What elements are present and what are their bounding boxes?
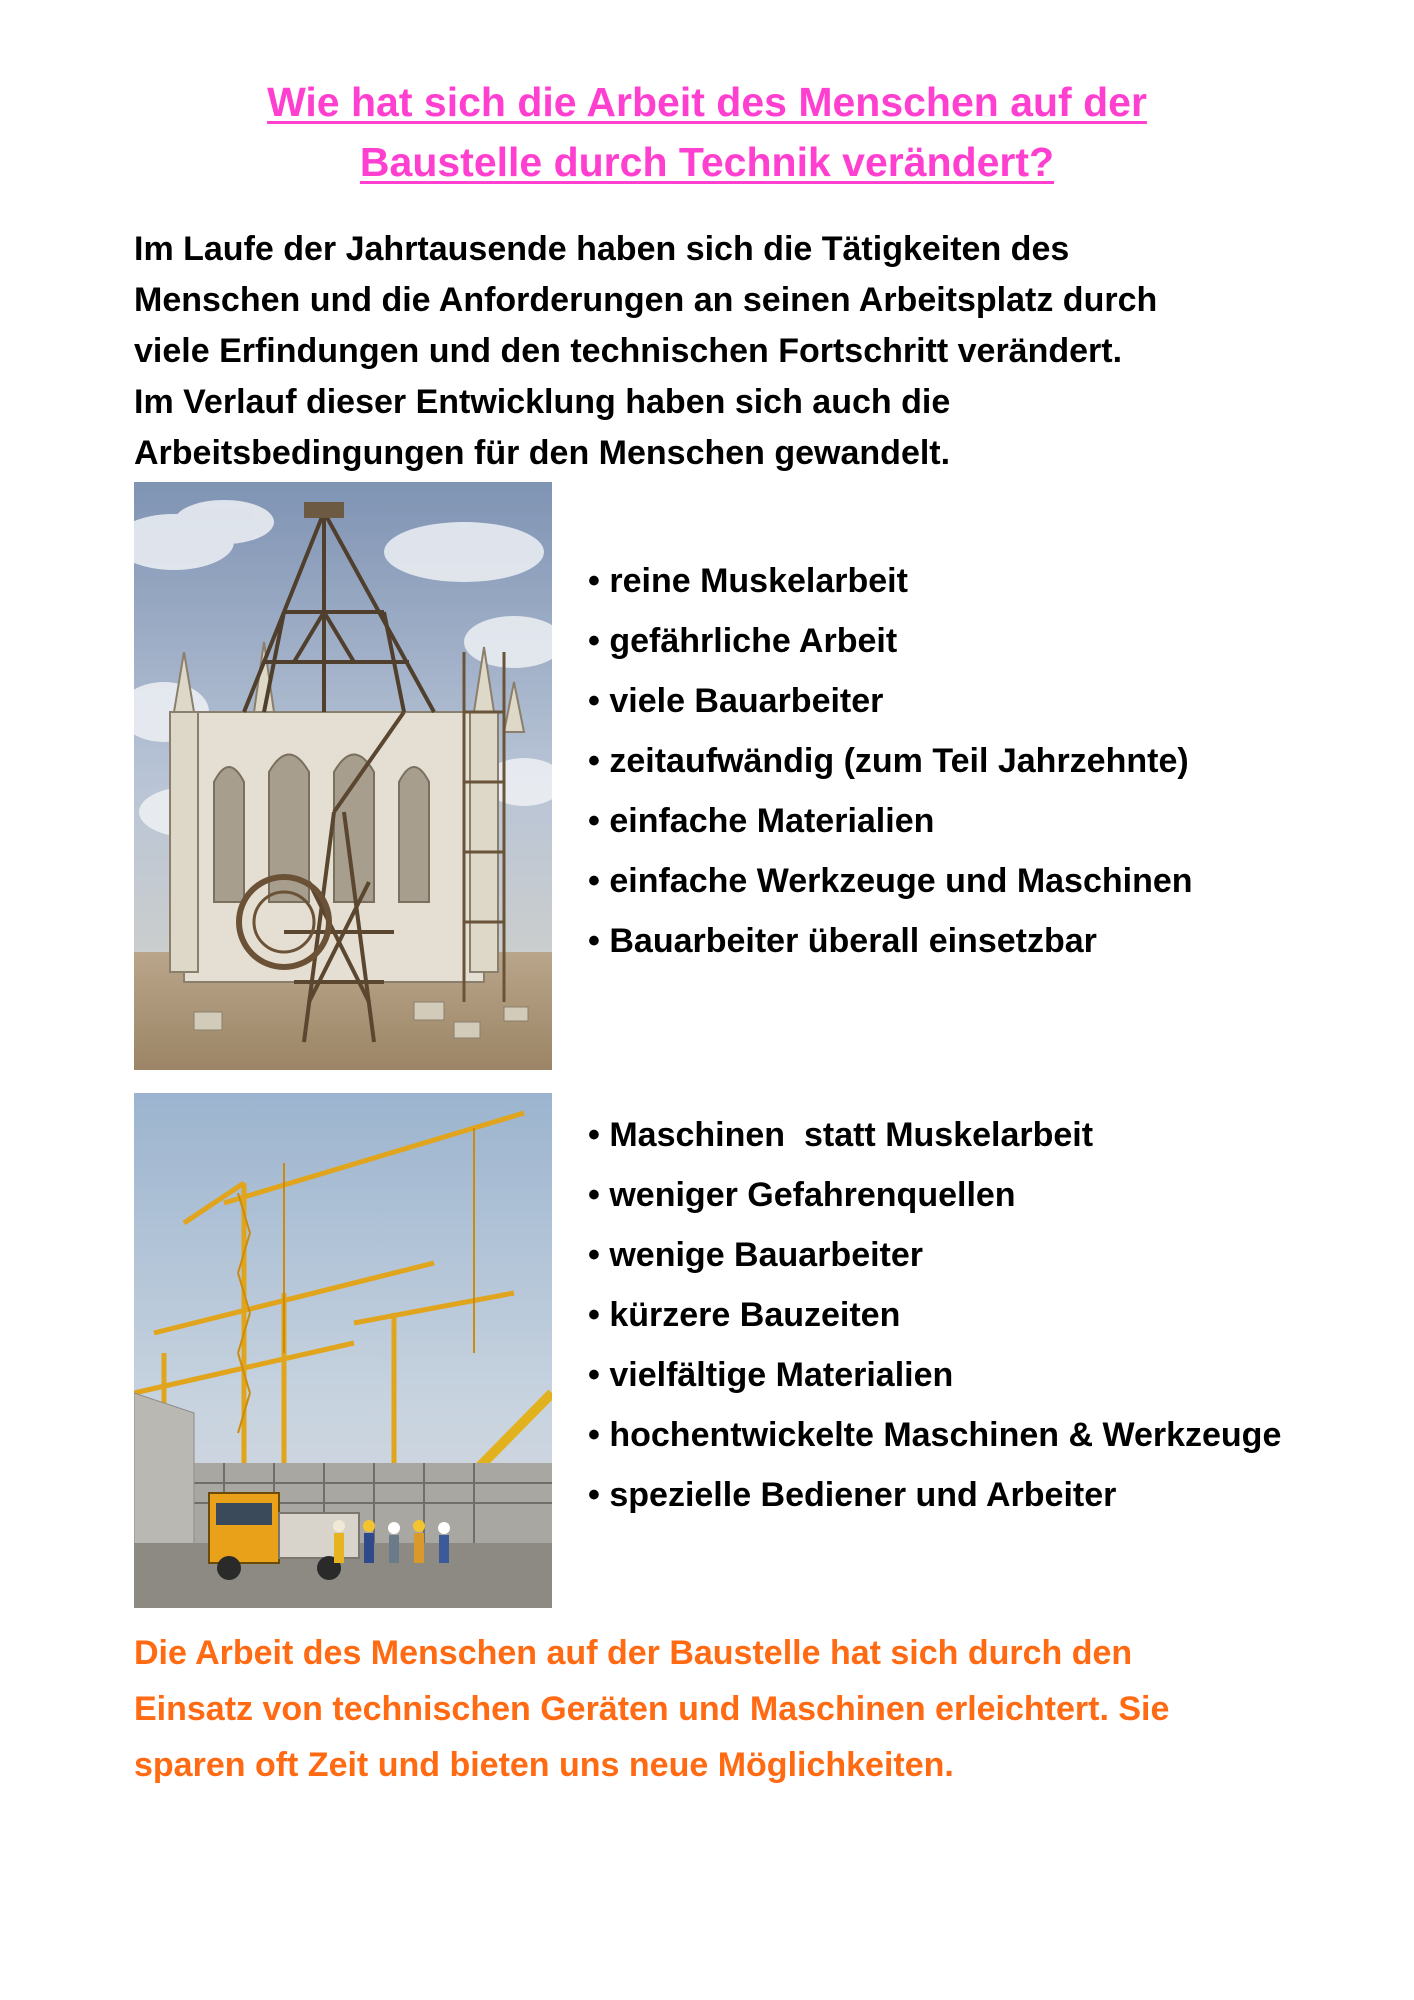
list-item: • zeitaufwändig (zum Teil Jahrzehnte) — [588, 731, 1193, 791]
list-item: • einfache Materialien — [588, 791, 1193, 851]
list-item: • hochentwickelte Maschinen & Werkzeuge — [588, 1405, 1281, 1465]
list-item: • gefährliche Arbeit — [588, 611, 1193, 671]
intro-paragraph — [134, 224, 1314, 479]
list-item: • weniger Gefahrenquellen — [588, 1165, 1281, 1225]
title-line-2: Baustelle durch Technik verändert? — [359, 139, 1055, 185]
list-item: • spezielle Bediener und Arbeiter — [588, 1465, 1281, 1525]
intro-line: Im Laufe der Jahrtausende haben sich die Tätigkeiten des — [134, 230, 1070, 268]
conclusion-line: sparen oft Zeit und bieten uns neue Möglichkeiten. — [134, 1746, 954, 1784]
conclusion-line: Einsatz von technischen Geräten und Maschinen erleichtert. Sie — [134, 1690, 1170, 1728]
page-title — [0, 72, 1414, 192]
past-characteristics-list — [588, 551, 1193, 971]
list-item: • kürzere Bauzeiten — [588, 1285, 1281, 1345]
intro-line: Im Verlauf dieser Entwicklung haben sich auch die — [134, 383, 951, 421]
conclusion-paragraph — [134, 1625, 1334, 1793]
list-item: • vielfältige Materialien — [588, 1345, 1281, 1405]
medieval-construction-photo — [134, 482, 552, 1070]
intro-line: Menschen und die Anforderungen an seinen Arbeitsplatz durch — [134, 281, 1158, 319]
intro-line: viele Erfindungen und den technischen Fortschritt verändert. — [134, 332, 1123, 370]
intro-line: Arbeitsbedingungen für den Menschen gewandelt. — [134, 434, 951, 472]
list-item: • wenige Bauarbeiter — [588, 1225, 1281, 1285]
list-item: • Maschinen statt Muskelarbeit — [588, 1105, 1281, 1165]
present-characteristics-list — [588, 1105, 1281, 1525]
conclusion-line: Die Arbeit des Menschen auf der Baustelle hat sich durch den — [134, 1634, 1133, 1672]
title-line-1: Wie hat sich die Arbeit des Menschen auf der — [267, 79, 1147, 125]
list-item: • viele Bauarbeiter — [588, 671, 1193, 731]
list-item: • einfache Werkzeuge und Maschinen — [588, 851, 1193, 911]
list-item: • Bauarbeiter überall einsetzbar — [588, 911, 1193, 971]
modern-construction-photo — [134, 1093, 552, 1608]
list-item: • reine Muskelarbeit — [588, 551, 1193, 611]
